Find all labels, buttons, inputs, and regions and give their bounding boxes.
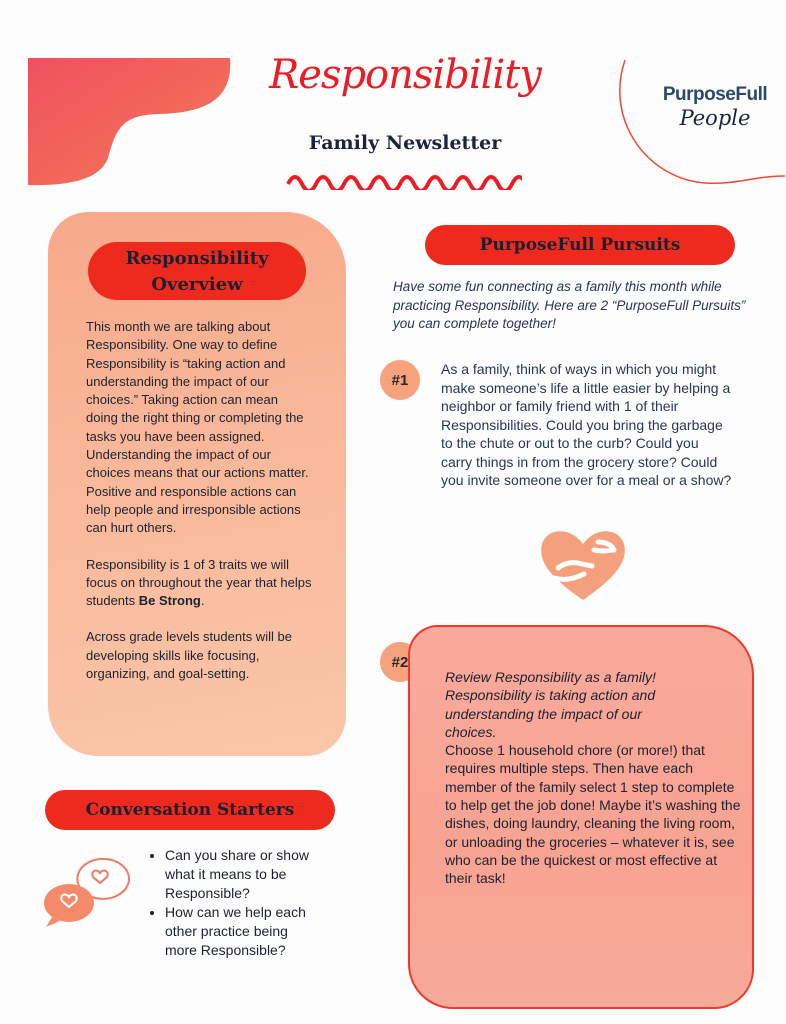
newsletter-subtitle: Family Newsletter xyxy=(308,132,502,154)
overview-paragraph-3: Across grade levels students will be developing skills like focusing, organizing, and goal-setting. xyxy=(86,629,292,682)
wavy-divider xyxy=(286,168,522,190)
newsletter-title: Responsibility xyxy=(269,52,541,98)
pursuit-2-intro: Review Responsibility as a family! Responsibility is taking action and understanding the impact of our choices. xyxy=(445,669,656,740)
chat-hearts-icon xyxy=(42,855,134,927)
overview-body xyxy=(86,318,312,701)
pursuit-number-2: #2 xyxy=(380,642,420,682)
conversation-item: • How can we help each other practice being more Responsible? xyxy=(165,903,315,960)
conversation-list xyxy=(145,846,315,960)
pursuit-number-1: #1 xyxy=(380,360,420,400)
overview-paragraph-1: This month we are talking about Responsibility. One way to define Responsibility is “taking action and understanding the impact of our choices.” Taking action can mean doing the right thing or completing the tasks you have been assigned. Understanding the impact of our choices means that our actions matter. Positive and responsible actions can help people and irresponsible actions can hurt others. xyxy=(86,319,309,536)
p2-end: . xyxy=(200,593,205,609)
pursuits-heading: PurposeFull Pursuits xyxy=(425,225,735,265)
overview-paragraph-2 xyxy=(86,556,312,611)
pursuit-1-text: As a family, think of ways in which you might make someone’s life a little easier by helping a neighbor or family friend with 1 of their Responsibilities. Could you bring the garbage to the chute or out to the curb? Could you carry things in from the grocery store? Could you invite someone over for a meal or a show? xyxy=(441,361,732,488)
overview-heading-line2: Overview xyxy=(151,274,243,295)
conversation-heading: Conversation Starters xyxy=(45,790,335,830)
p2-text: Responsibility is 1 of 3 traits we will focus on throughout the year that helps students xyxy=(86,556,312,609)
p2-bold: Be Strong xyxy=(138,593,201,609)
conversation-item: • Can you share or show what it means to be Responsible? xyxy=(165,846,315,903)
decorative-corner-shape xyxy=(28,58,233,188)
pursuits-intro: Have some fun connecting as a family this month while practicing Responsibility. Here are 2 “PurposeFull Pursuits” you can complete together! xyxy=(393,279,746,331)
logo-line-1: PurposeFull xyxy=(662,84,768,105)
pursuit-2-body: Choose 1 household chore (or more!) that requires multiple steps. Then have each member of the family select 1 step to complete to help get the job done! Maybe it’s washing the dishes, doing laundry, cleaning the living room, or unloading the groceries – whatever it is, see who can be the quickest or most effective at their task! xyxy=(445,742,741,887)
purposefull-people-logo xyxy=(660,84,770,130)
pursuit-2-text xyxy=(445,668,745,888)
logo-line-2: People xyxy=(679,106,751,130)
overview-heading-line1: Responsibility xyxy=(125,248,269,269)
overview-heading xyxy=(88,242,306,300)
heart-hands-icon xyxy=(538,528,628,602)
